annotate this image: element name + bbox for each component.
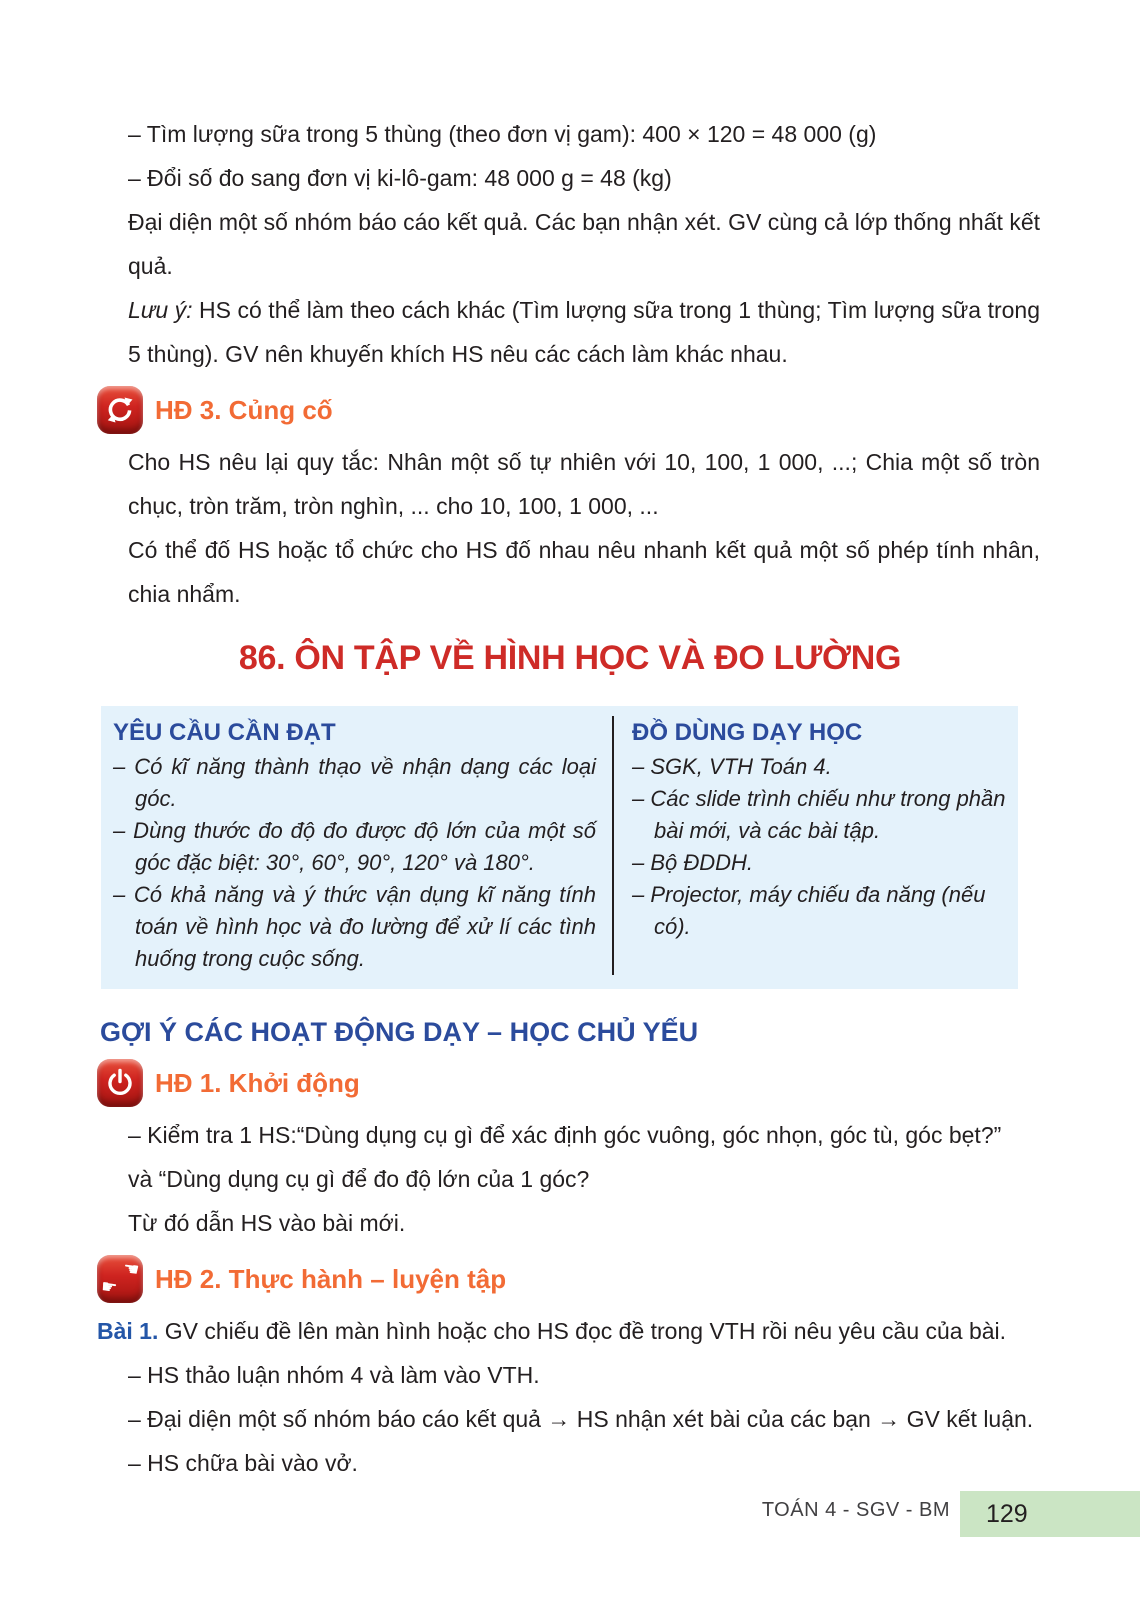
hd1-line-1: – Kiểm tra 1 HS:“Dùng dụng cụ gì để xác định góc vuông, góc nhọn, góc tù, góc bẹt?” xyxy=(128,1122,1002,1148)
note-text: HS có thể làm theo cách khác (Tìm lượng sữa trong 1 thùng; Tìm lượng sữa trong 5 thùng). GV nên khuyến khích HS nêu các cách làm khác nhau. xyxy=(128,297,1040,367)
requirement-item: – Có kĩ năng thành thạo về nhận dạng các loại góc. xyxy=(113,754,596,811)
material-item: – Projector, máy chiếu đa năng (nếu có). xyxy=(632,882,986,939)
materials-header: ĐỒ DÙNG DẠY HỌC xyxy=(632,719,863,746)
materials-column xyxy=(614,716,1018,975)
activities-heading: GỢI Ý CÁC HOẠT ĐỘNG DẠY – HỌC CHỦ YẾU xyxy=(100,1017,699,1047)
lesson-title: 86. ÔN TẬP VỀ HÌNH HỌC VÀ ĐO LƯỜNG xyxy=(238,639,902,677)
requirements-header: YÊU CẦU CẦN ĐẠT xyxy=(113,719,336,746)
material-item: – Các slide trình chiếu như trong phần bài mới, và các bài tập. xyxy=(632,786,1006,843)
requirement-item: – Dùng thước đo độ đo được độ lớn của một số góc đặc biệt: 30°, 60°, 90°, 120° và 180°. xyxy=(113,818,596,875)
activity-3-label: HĐ 3. Củng cố xyxy=(155,394,333,425)
activity-2-header xyxy=(97,1253,1040,1305)
page-content xyxy=(97,112,1040,1485)
exercise-1-paragraph xyxy=(97,1309,1040,1353)
activity-2-label: HĐ 2. Thực hành – luyện tập xyxy=(155,1263,507,1294)
hd1-paragraph-2: Từ đó dẫn HS vào bài mới. xyxy=(128,1210,406,1236)
power-icon xyxy=(97,1059,143,1107)
note-paragraph xyxy=(128,288,1040,376)
hd1-line-2: và “Dùng dụng cụ gì để đo độ lớn của 1 góc? xyxy=(128,1166,590,1192)
note-label: Lưu ý: xyxy=(128,297,193,323)
refresh-icon xyxy=(97,386,143,434)
activity-3-header xyxy=(97,384,1040,436)
requirement-item: – Có khả năng và ý thức vận dụng kĩ năng tính toán về hình học và đo lường để xử lí các tình huống trong cuộc sống. xyxy=(113,882,596,971)
hd3-paragraph-2: Có thể đố HS hoặc tổ chức cho HS đố nhau nêu nhanh kết quả một số phép tính nhân, chia nhẩm. xyxy=(128,537,1040,607)
exercise-1-text: GV chiếu đề lên màn hình hoặc cho HS đọc đề trong VTH rồi nêu yêu cầu của bài. xyxy=(158,1318,1007,1344)
material-item: – SGK, VTH Toán 4. xyxy=(632,754,832,779)
refresh-icon-glyph xyxy=(104,394,136,426)
requirements-column xyxy=(101,716,614,975)
activity-1-label: HĐ 1. Khởi động xyxy=(155,1067,360,1098)
activity-1-header xyxy=(97,1057,1040,1109)
exercise-1-step: – HS chữa bài vào vở. xyxy=(128,1450,358,1476)
exercise-1-step: – Đại diện một số nhóm báo cáo kết quả → HS nhận xét bài của các bạn → GV kết luận. xyxy=(128,1406,1034,1432)
hand-left-glyph: ☚ xyxy=(121,1257,141,1282)
power-icon-glyph xyxy=(104,1067,136,1099)
exercise-1-label: Bài 1. xyxy=(97,1318,159,1344)
footer-book-label: TOÁN 4 - SGV - BM xyxy=(761,1499,950,1521)
intro-line-2: – Đổi số đo sang đơn vị ki-lô-gam: 48 000 g = 48 (kg) xyxy=(128,165,672,191)
intro-line-1: – Tìm lượng sữa trong 5 thùng (theo đơn vị gam): 400 × 120 = 48 000 (g) xyxy=(128,121,877,147)
requirements-box xyxy=(101,706,1018,989)
hd1-paragraph-1 xyxy=(128,1113,1040,1201)
hd3-paragraph-1: Cho HS nêu lại quy tắc: Nhân một số tự nhiên với 10, 100, 1 000, ...; Chia một số tròn chục, tròn trăm, tròn nghìn, ... cho 10, 100, 1 000, ... xyxy=(128,449,1040,519)
material-item: – Bộ ĐDDH. xyxy=(632,850,754,875)
intro-paragraph: Đại diện một số nhóm báo cáo kết quả. Các bạn nhận xét. GV cùng cả lớp thống nhất kết quả. xyxy=(128,209,1040,279)
hand-right-glyph: ☛ xyxy=(99,1275,119,1300)
page-number: 129 xyxy=(986,1499,1028,1528)
hands-icon xyxy=(97,1255,143,1303)
exercise-1-step: – HS thảo luận nhóm 4 và làm vào VTH. xyxy=(128,1362,540,1388)
footer-page-box xyxy=(960,1491,1140,1537)
